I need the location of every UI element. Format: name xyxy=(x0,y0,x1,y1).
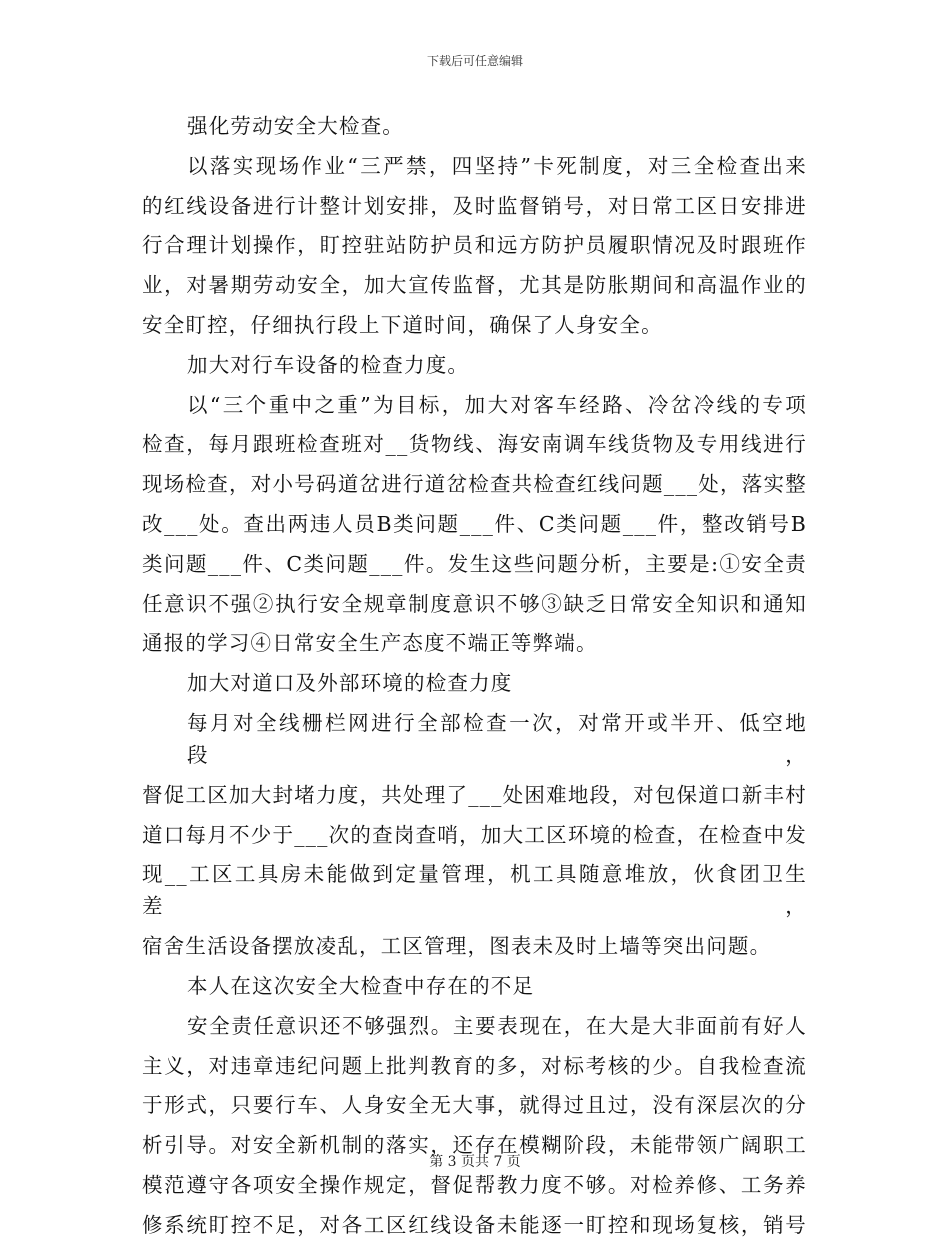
text-line: 加大对行车设备的检查力度。 xyxy=(187,352,470,377)
text-line: 加大对道口及外部环境的检查力度 xyxy=(187,671,513,696)
text-line: 督促工区加大封堵力度，共处理了___处困难地段，对包保道口新丰村 xyxy=(142,782,807,807)
text-line: 现__工区工具房未能做到定量管理，机工具随意堆放，伙食团卫生差， xyxy=(142,862,807,919)
text-line: 道口每月不少于___次的查岗查哨，加大工区环境的检查，在检查中发 xyxy=(142,822,807,847)
text-line: 的红线设备进行计整计划安排，及时监督销号，对日常工区日安排进 xyxy=(142,193,807,218)
text-line: 任意识不强②执行安全规章制度意识不够③缺乏日常安全知识和通知 xyxy=(142,591,807,616)
text-line: 类问题___件、C类问题___件。发生这些问题分析，主要是:①安全责 xyxy=(142,551,807,576)
text-line: 通报的学习④日常安全生产态度不端正等弊端。 xyxy=(142,631,598,656)
text-line: 安全责任意识还不够强烈。主要表现在，在大是大非面前有好人 xyxy=(187,1013,807,1038)
text-line: 于形式，只要行车、人身安全无大事，就得过且过，没有深层次的分 xyxy=(142,1093,807,1118)
text-line: 以“三个重中之重”为目标，加大对客车经路、冷岔冷线的专项 xyxy=(187,392,807,417)
document-body xyxy=(142,110,807,1249)
text-line: 强化劳动安全大检查。 xyxy=(187,114,404,138)
text-line: 宿舍生活设备摆放凌乱，工区管理，图表未及时上墙等突出问题。 xyxy=(142,934,772,959)
text-line: 改___处。查出两违人员B类问题___件、C类问题___件，整改销号B xyxy=(142,511,807,536)
text-line: 修系统盯控不足，对各工区红线设备未能逐一盯控和现场复核，销号 xyxy=(142,1212,807,1237)
text-line: 每月对全线栅栏网进行全部检查一次，对常开或半开、低空地段， xyxy=(187,710,807,767)
text-line: 现场检查，对小号码道岔进行道岔检查共检查红线问题___处，落实整 xyxy=(142,472,807,497)
text-line: 行合理计划操作，盯控驻站防护员和远方防护员履职情况及时跟班作 xyxy=(142,233,807,258)
text-line: 模范遵守各项安全操作规定，督促帮教力度不够。对检养修、工务养 xyxy=(142,1172,807,1197)
text-line: 析引导。对安全新机制的落实，还存在模糊阶段，未能带领广阔职工 xyxy=(142,1133,807,1158)
text-line: 检查，每月跟班检查班对__货物线、海安南调车线货物及专用线进行 xyxy=(142,432,807,457)
page-header: 下载后可任意编辑 xyxy=(426,54,523,68)
text-line: 安全盯控，仔细执行段上下道时间，确保了人身安全。 xyxy=(142,312,663,337)
text-line: 本人在这次安全大检查中存在的不足 xyxy=(187,973,535,998)
page-number: 第 3 页共 7 页 xyxy=(429,1154,521,1170)
text-line: 主义，对违章违纪问题上批判教育的多，对标考核的少。自我检查流 xyxy=(142,1053,807,1078)
text-line: 业，对暑期劳动安全，加大宣传监督，尤其是防胀期间和高温作业的 xyxy=(142,273,807,298)
text-line: 以落实现场作业“三严禁，四坚持”卡死制度，对三全检查出来 xyxy=(187,153,807,178)
